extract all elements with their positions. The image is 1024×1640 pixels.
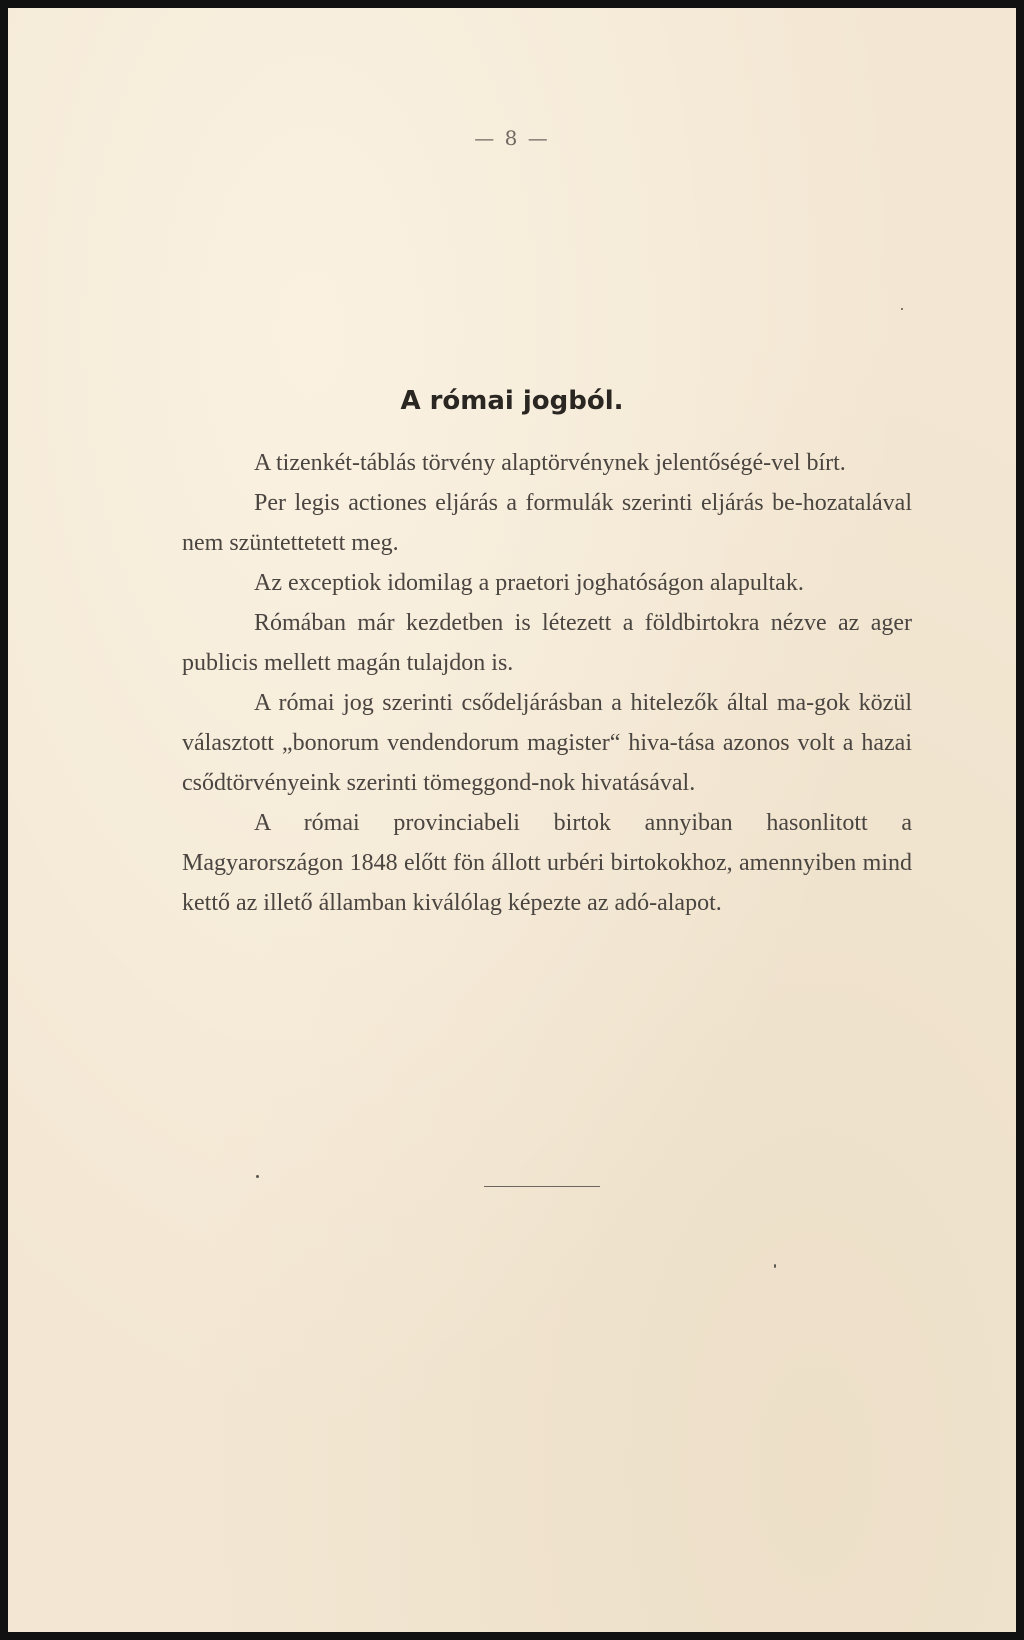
paragraph: A római provinciabeli birtok annyiban hasonlitott a Magyarországon 1848 előtt fön állott urbéri birtokokhoz, amennyiben mind kettő az illető államban kiválólag képezte az adó-alapot. (182, 810, 912, 916)
page-number: — 8 — (474, 126, 550, 150)
paper-speck (774, 1264, 776, 1268)
paragraph: A tizenkét-táblás törvény alaptörvénynek jelentőségé-vel bírt. (254, 450, 846, 476)
body-text (182, 443, 912, 923)
paper-speck (901, 308, 903, 310)
paragraph: Az exceptiok idomilag a praetori joghatóságon alapultak. (254, 570, 804, 596)
section-divider-rule (484, 1186, 600, 1187)
paragraph: Per legis actiones eljárás a formulák szerinti eljárás be-hozatalával nem szüntettetett meg. (182, 490, 912, 556)
page-paper (8, 8, 1016, 1632)
section-heading: A római jogból. (400, 386, 624, 416)
paragraph: A római jog szerinti csődeljárásban a hitelezők által ma-gok közül választott „bonorum vendendorum magister“ hiva-tása azonos volt a hazai csődtörvényeink szerinti tömeggond-nok hivatásával. (182, 690, 912, 796)
paper-speck (256, 1175, 259, 1178)
paragraph: Rómában már kezdetben is létezett a földbirtokra nézve az ager publicis mellett magán tulajdon is. (182, 610, 912, 676)
